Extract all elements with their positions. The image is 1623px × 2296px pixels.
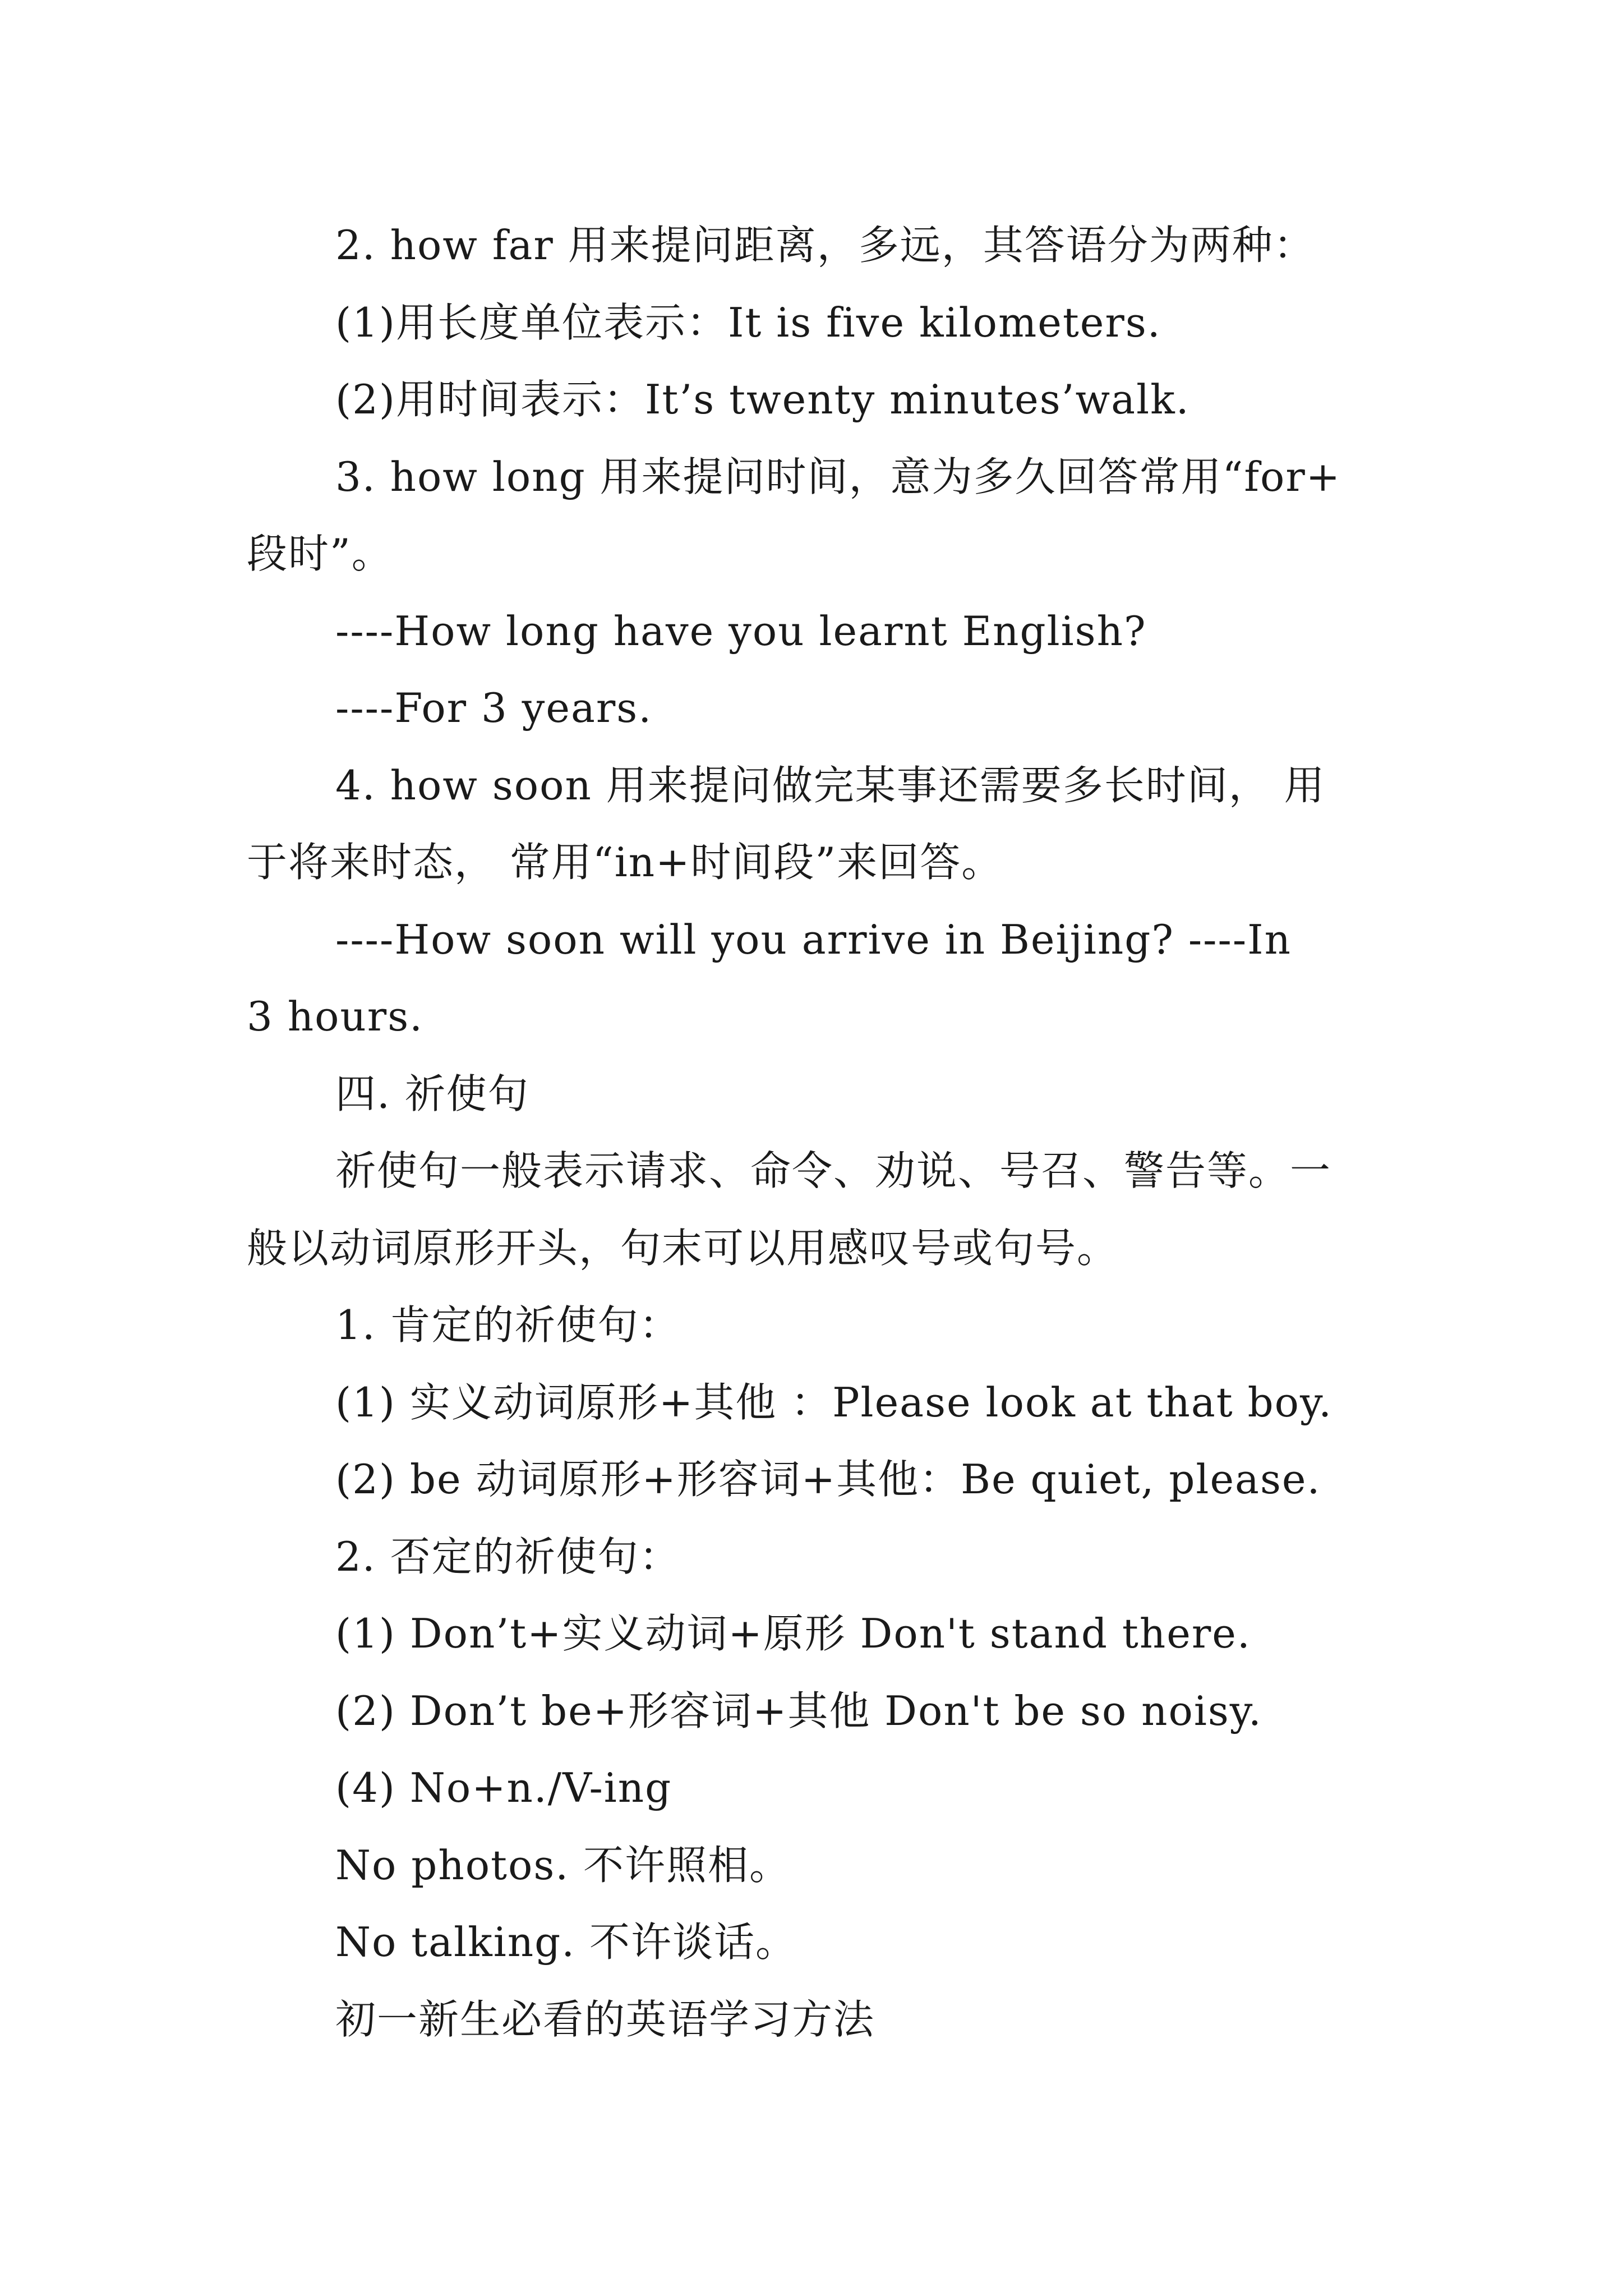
text-line: 3. how long 用来提问时间，意为多久回答常用“for+ (335, 453, 1341, 500)
text-line: ----How long have you learnt English? (335, 608, 1147, 655)
text-line: (2) Don’t be+形容词+其他 Don't be so noisy. (335, 1687, 1262, 1734)
text-line: ----For 3 years. (335, 684, 653, 731)
text-line: 3 hours. (247, 993, 424, 1040)
text-line: 段时”。 (247, 530, 393, 577)
text-line: (2)用时间表示：It’s twenty minutes’walk. (335, 376, 1190, 423)
text-line: (1)用长度单位表示：It is five kilometers. (335, 299, 1161, 346)
text-line: (1) 实义动词原形+其他 ：Please look at that boy. (335, 1379, 1333, 1426)
text-line: ----How soon will you arrive in Beijing? ----In (335, 916, 1292, 963)
text-line: (4) No+n./V-ing (335, 1764, 672, 1811)
text-line: 祈使句一般表示请求、命令、劝说、号召、警告等。一 (335, 1147, 1332, 1194)
text-line: 于将来时态， 常用“in+时间段”来回答。 (247, 839, 1003, 886)
text-line: No talking. 不许谈话。 (335, 1918, 797, 1966)
text-line: (1) Don’t+实义动词+原形 Don't stand there. (335, 1610, 1251, 1657)
text-line: 1. 肯定的祈使句： (335, 1301, 681, 1349)
text-line: No photos. 不许照相。 (335, 1842, 791, 1889)
text-line: 2. 否定的祈使句： (335, 1533, 681, 1580)
text-line: 2. how far 用来提问距离，多远，其答语分为两种： (335, 222, 1315, 269)
section-heading: 四. 祈使句 (335, 1070, 529, 1117)
section-heading: 初一新生必看的英语学习方法 (335, 1996, 875, 2043)
text-line: (2) be 动词原形+形容词+其他：Be quiet, please. (335, 1456, 1321, 1503)
text-line: 4. how soon 用来提问做完某事还需要多长时间， 用 (335, 762, 1326, 809)
text-line: 般以动词原形开头，句末可以用感叹号或句号。 (247, 1225, 1119, 1272)
